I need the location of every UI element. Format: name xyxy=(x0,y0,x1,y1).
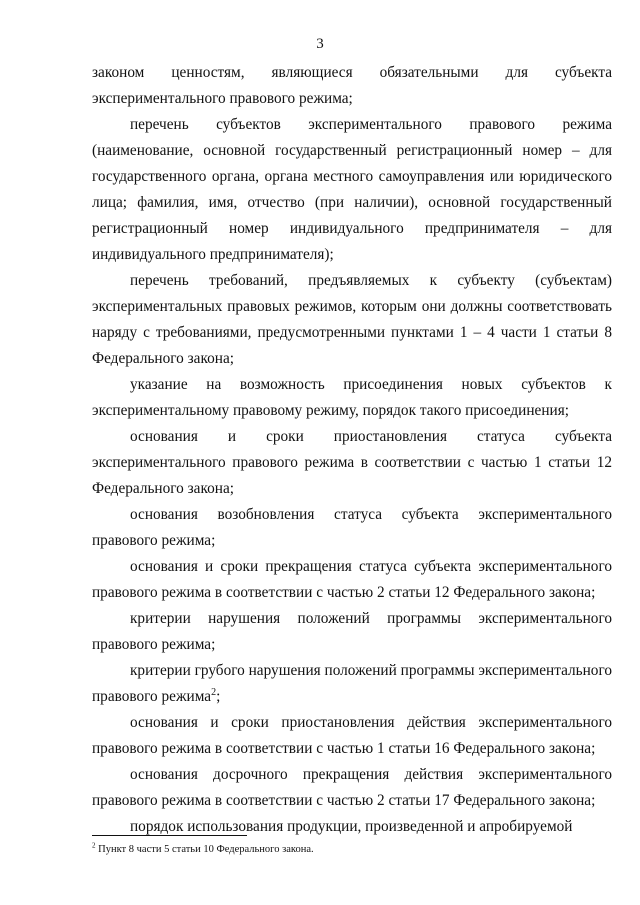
page-number: 3 xyxy=(316,36,324,52)
footnote-mark: 2 xyxy=(92,841,96,850)
paragraph-9 xyxy=(92,658,612,710)
paragraph-2: перечень субъектов экспериментального правового режима (наименование, основной государственный регистрационный номер – для государственного органа, органа местного самоуправления или юридического лица; фамилия, имя, отчество (при наличии), основной государственный регистрационный номер индивидуального предпринимателя – для индивидуального предпринимателя); xyxy=(92,116,612,263)
paragraph-1: законом ценностям, являющиеся обязательными для субъекта экспериментального правового режима; xyxy=(92,64,612,107)
paragraph-8: критерии нарушения положений программы экспериментального правового режима; xyxy=(92,610,612,653)
footnote xyxy=(92,843,612,857)
paragraph-6: основания возобновления статуса субъекта экспериментального правового режима; xyxy=(92,506,612,549)
paragraph-9-tail: ; xyxy=(216,688,221,705)
paragraph-5: основания и сроки приостановления статуса субъекта экспериментального правового режима в соответствии с частью 1 статьи 12 Федерального закона; xyxy=(92,428,612,497)
paragraph-10: основания и сроки приостановления действия экспериментального правового режима в соответствии с частью 1 статьи 16 Федерального закона; xyxy=(92,714,612,757)
footnote-reference[interactable]: 2 xyxy=(211,686,217,698)
paragraph-9-text: критерии грубого нарушения положений программы экспериментального правового режима xyxy=(92,662,612,705)
document-body xyxy=(92,60,612,840)
paragraph-7: основания и сроки прекращения статуса субъекта экспериментального правового режима в соответствии с частью 2 статьи 12 Федерального закона; xyxy=(92,558,612,601)
paragraph-12: порядок использования продукции, произведенной и апробируемой xyxy=(130,818,573,835)
footnote-text: Пункт 8 части 5 статьи 10 Федерального закона. xyxy=(98,844,314,855)
paragraph-4: указание на возможность присоединения новых субъектов к экспериментальному правовому режиму, порядок такого присоединения; xyxy=(92,376,612,419)
paragraph-11: основания досрочного прекращения действия экспериментального правового режима в соответствии с частью 2 статьи 17 Федерального закона; xyxy=(92,766,612,809)
footnote-divider xyxy=(92,835,247,836)
paragraph-3: перечень требований, предъявляемых к субъекту (субъектам) экспериментальных правовых режимов, которым они должны соответствовать наряду с требованиями, предусмотренными пунктами 1 – 4 части 1 статьи 8 Федерального закона; xyxy=(92,272,612,367)
